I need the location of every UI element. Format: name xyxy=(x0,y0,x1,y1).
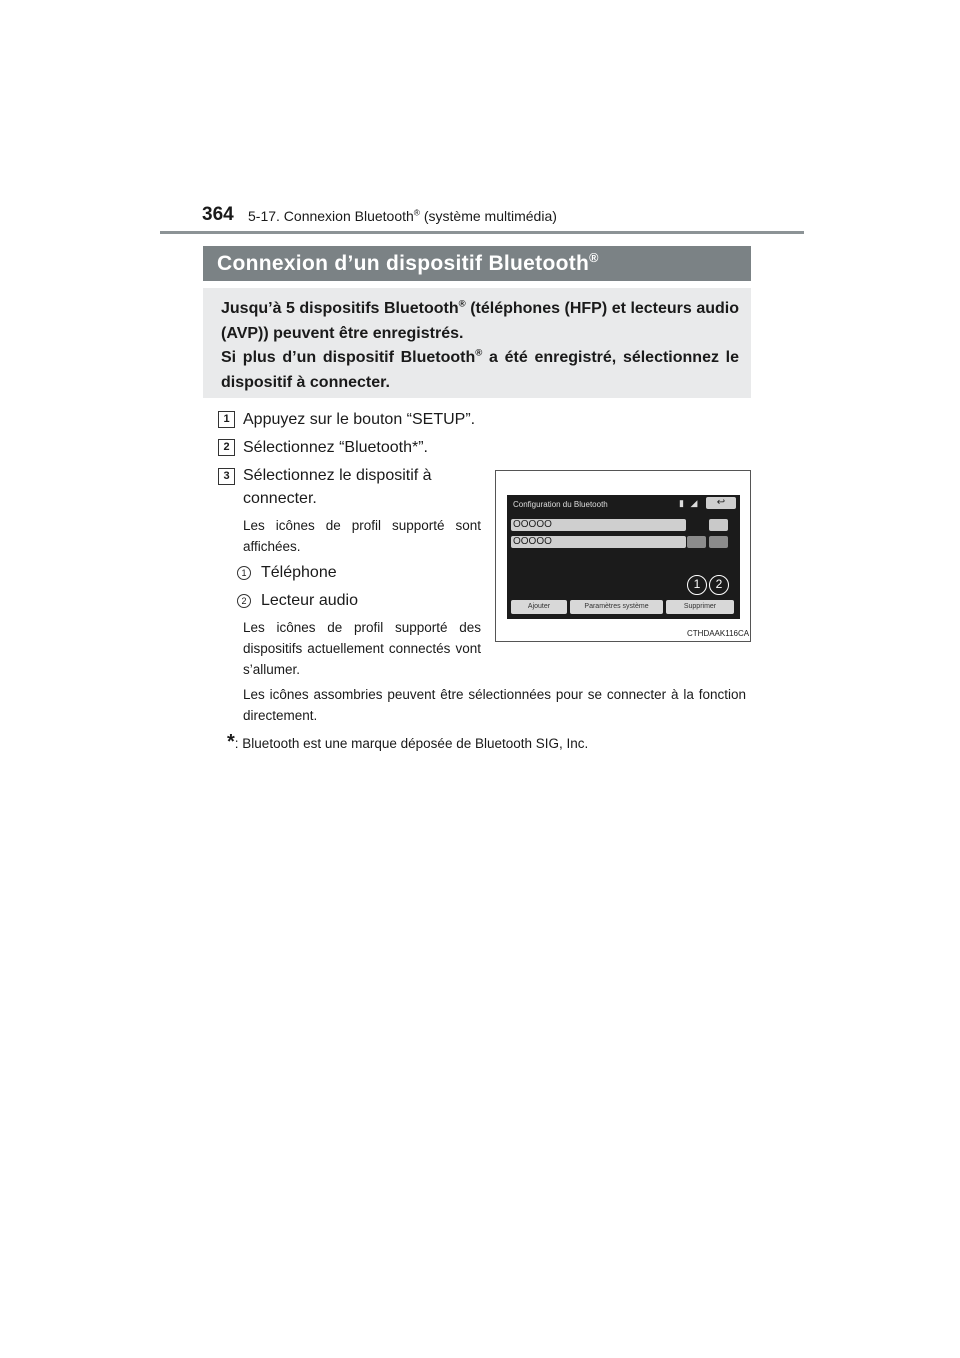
intro-paragraph-1 xyxy=(221,296,739,346)
screen xyxy=(507,495,740,619)
add-button[interactable]: Ajouter xyxy=(511,600,567,614)
callout-1: 1 xyxy=(687,575,707,595)
note-profile-icons: Les icônes de profil supporté sont affichées. xyxy=(243,518,481,554)
footnote xyxy=(227,731,588,755)
running-head-suffix: (système multimédia) xyxy=(419,208,557,224)
profile-button[interactable] xyxy=(709,536,728,548)
sub-badge: 2 xyxy=(237,594,251,608)
registered-mark: ® xyxy=(589,251,599,265)
step-badge: 3 xyxy=(218,468,235,485)
status-icons: ▮ ◢ xyxy=(679,498,700,508)
running-head xyxy=(248,208,557,224)
note-active-icons: Les icônes de profil supporté des dispositifs actuellement connectés vont s’allumer. xyxy=(243,620,481,677)
footnote-text: : Bluetooth est une marque déposée de Bluetooth SIG, Inc. xyxy=(234,736,589,751)
screen-title: Configuration du Bluetooth xyxy=(513,500,608,509)
step-text: Sélectionnez “Bluetooth*”. xyxy=(243,439,428,456)
sub-badge: 1 xyxy=(237,566,251,580)
system-settings-button[interactable]: Paramètres système xyxy=(570,600,663,614)
sub-item-audio: Lecteur audio xyxy=(261,592,358,609)
intro-p1-a: Jusqu’à 5 dispositifs Bluetooth xyxy=(221,300,459,317)
header-rule xyxy=(160,231,804,234)
step-badge: 2 xyxy=(218,439,235,456)
registered-mark: ® xyxy=(475,347,483,359)
figure-code: CTHDAAK116CA xyxy=(687,629,750,638)
section-title-bar xyxy=(203,246,751,281)
intro-p2-a: Si plus d’un dispositif Bluetooth xyxy=(221,349,476,366)
section-title-text: Connexion d’un dispositif Bluetooth xyxy=(217,252,590,275)
registered-mark: ® xyxy=(413,207,420,218)
callout-2: 2 xyxy=(709,575,729,595)
sub-item-phone: Téléphone xyxy=(261,564,337,581)
section-title xyxy=(217,252,599,276)
device-row[interactable]: OOOOO xyxy=(511,536,686,548)
page-number: 364 xyxy=(202,204,234,225)
figure xyxy=(495,470,751,642)
back-button[interactable]: ↩ xyxy=(706,497,736,509)
note-dim-icons: Les icônes assombries peuvent être sélectionnées pour se connecter à la fonction directement. xyxy=(243,687,746,723)
step-badge: 1 xyxy=(218,411,235,428)
registered-mark: ® xyxy=(458,298,466,310)
step-text: Appuyez sur le bouton “SETUP”. xyxy=(243,411,476,428)
intro-p2-b: a été enregistré, sélectionnez le dispositif à connecter. xyxy=(221,349,740,391)
intro-box xyxy=(203,288,751,398)
profile-button[interactable] xyxy=(687,536,706,548)
step-text: Sélectionnez le dispositif à connecter. xyxy=(243,467,432,507)
profile-button[interactable] xyxy=(709,519,728,531)
footnote-star: * xyxy=(227,731,235,753)
delete-button[interactable]: Supprimer xyxy=(666,600,734,614)
running-head-text: 5-17. Connexion Bluetooth xyxy=(248,208,414,224)
intro-p1-b: (téléphones (HFP) et lecteurs audio (AVP)) peuvent être enregistrés. xyxy=(221,300,739,342)
intro-paragraph-2 xyxy=(221,345,739,395)
device-row[interactable]: OOOOO xyxy=(511,519,686,531)
